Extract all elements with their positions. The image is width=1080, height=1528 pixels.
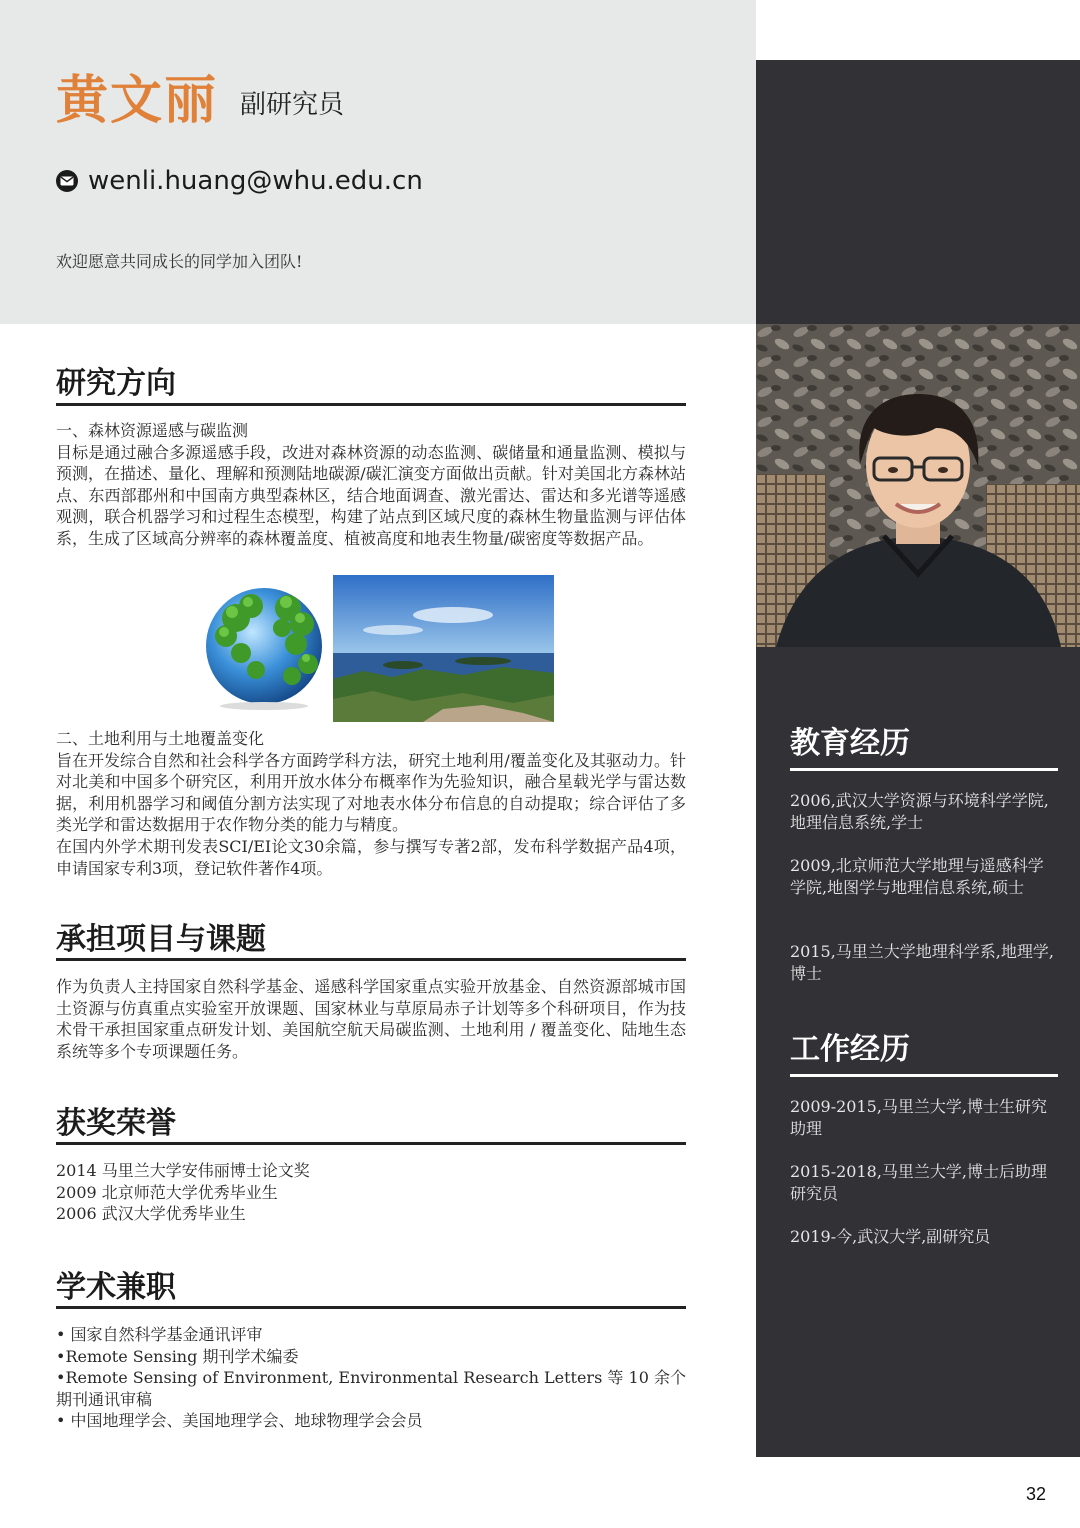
academic-item: •Remote Sensing of Environment, Environmental Research Letters 等 10 余个期刊通讯审稿 (56, 1368, 686, 1409)
academic-list (56, 1324, 686, 1432)
lake-landscape-image (333, 575, 554, 722)
header-band (0, 0, 756, 324)
topic2-title: 二、土地利用与土地覆盖变化 (56, 729, 265, 748)
email-row (56, 166, 423, 196)
work-rule (790, 1074, 1058, 1077)
research-topic1 (56, 420, 686, 550)
portrait-photo (756, 324, 1080, 647)
education-item: 2006,武汉大学资源与环境科学学院,地理信息系统,学士 (790, 791, 1049, 832)
projects-rule (56, 958, 686, 961)
projects-text: 作为负责人主持国家自然科学基金、遥感科学国家重点实验开放基金、自然资源部城市国土资源与仿真重点实验室开放课题、国家林业与草原局赤子计划等多个科研项目，作为技术骨干承担国家重点研发计划、美国航空航天局碳监测、土地利用 / 覆盖变化、陆地生态系统等多个专项课题任务。 (56, 977, 686, 1061)
work-item: 2015-2018,马里兰大学,博士后助理研究员 (790, 1162, 1048, 1203)
green-globe-image (196, 578, 330, 712)
education-item: 2015,马里兰大学地理科学系,地理学,博士 (790, 942, 1054, 983)
awards-rule (56, 1142, 686, 1145)
topic2-text: 旨在开发综合自然和社会科学各方面跨学科方法，研究土地利用/覆盖变化及其驱动力。针对北美和中国多个研究区，利用开放水体分布概率作为先验知识，融合星载光学与雷达数据，利用机器学习和阈值分割方法实现了对地表水体分布信息的自动提取；综合评估了多类光学和雷达数据用于农作物分类的能力与精度。 (56, 750, 686, 835)
education-heading: 教育经历 (790, 726, 910, 761)
academic-item: •Remote Sensing 期刊学术编委 (56, 1346, 299, 1366)
page-number: 32 (1026, 1484, 1047, 1504)
research-rule (56, 403, 686, 406)
publications-text: 在国内外学术期刊发表SCI/EI论文30余篇，参与撰写专著2部，发布科学数据产品4项，申请国家专利3项，登记软件著作4项。 (56, 836, 686, 878)
academic-item: • 中国地理学会、美国地理学会、地球物理学会会员 (56, 1411, 423, 1431)
topic1-title: 一、森林资源遥感与碳监测 (56, 421, 249, 440)
email-address[interactable]: wenli.huang@whu.edu.cn (88, 166, 423, 196)
research-topic2 (56, 728, 686, 879)
topic1-text: 目标是通过融合多源遥感手段，改进对森林资源的动态监测、碳储量和通量监测、模拟与预测，在描述、量化、理解和预测陆地碳源/碳汇演变方面做出贡献。针对美国北方森林站点、东西部郡州和中国南方典型森林区，结合地面调查、激光雷达、雷达和多光谱等遥感观测，联合机器学习和过程生态模型，构建了站点到区域尺度的森林生物量监测与评估体系，生成了区域高分辨率的森林覆盖度、植被高度和地表生物量/碳密度等数据产品。 (56, 442, 686, 548)
envelope-icon (56, 170, 78, 192)
projects-heading: 承担项目与课题 (56, 922, 266, 957)
award-item: 2014 马里兰大学安伟丽博士论文奖 (56, 1161, 310, 1180)
research-heading: 研究方向 (56, 366, 176, 401)
person-title: 副研究员 (240, 90, 345, 120)
academic-item: • 国家自然科学基金通讯评审 (56, 1325, 263, 1344)
person-name: 黄文丽 (56, 71, 219, 131)
work-item: 2019-今,武汉大学,副研究员 (790, 1227, 991, 1246)
academic-rule (56, 1306, 686, 1309)
academic-heading: 学术兼职 (56, 1270, 176, 1305)
welcome-text: 欢迎愿意共同成长的同学加入团队! (56, 252, 303, 271)
education-item: 2009,北京师范大学地理与遥感科学学院,地图学与地理信息系统,硕士 (790, 856, 1044, 897)
education-rule (790, 768, 1058, 771)
work-item: 2009-2015,马里兰大学,博士生研究助理 (790, 1097, 1048, 1138)
award-item: 2006 武汉大学优秀毕业生 (56, 1204, 246, 1224)
work-heading: 工作经历 (790, 1032, 910, 1067)
award-item: 2009 北京师范大学优秀毕业生 (56, 1182, 278, 1202)
awards-list (56, 1160, 686, 1225)
awards-heading: 获奖荣誉 (56, 1106, 176, 1141)
